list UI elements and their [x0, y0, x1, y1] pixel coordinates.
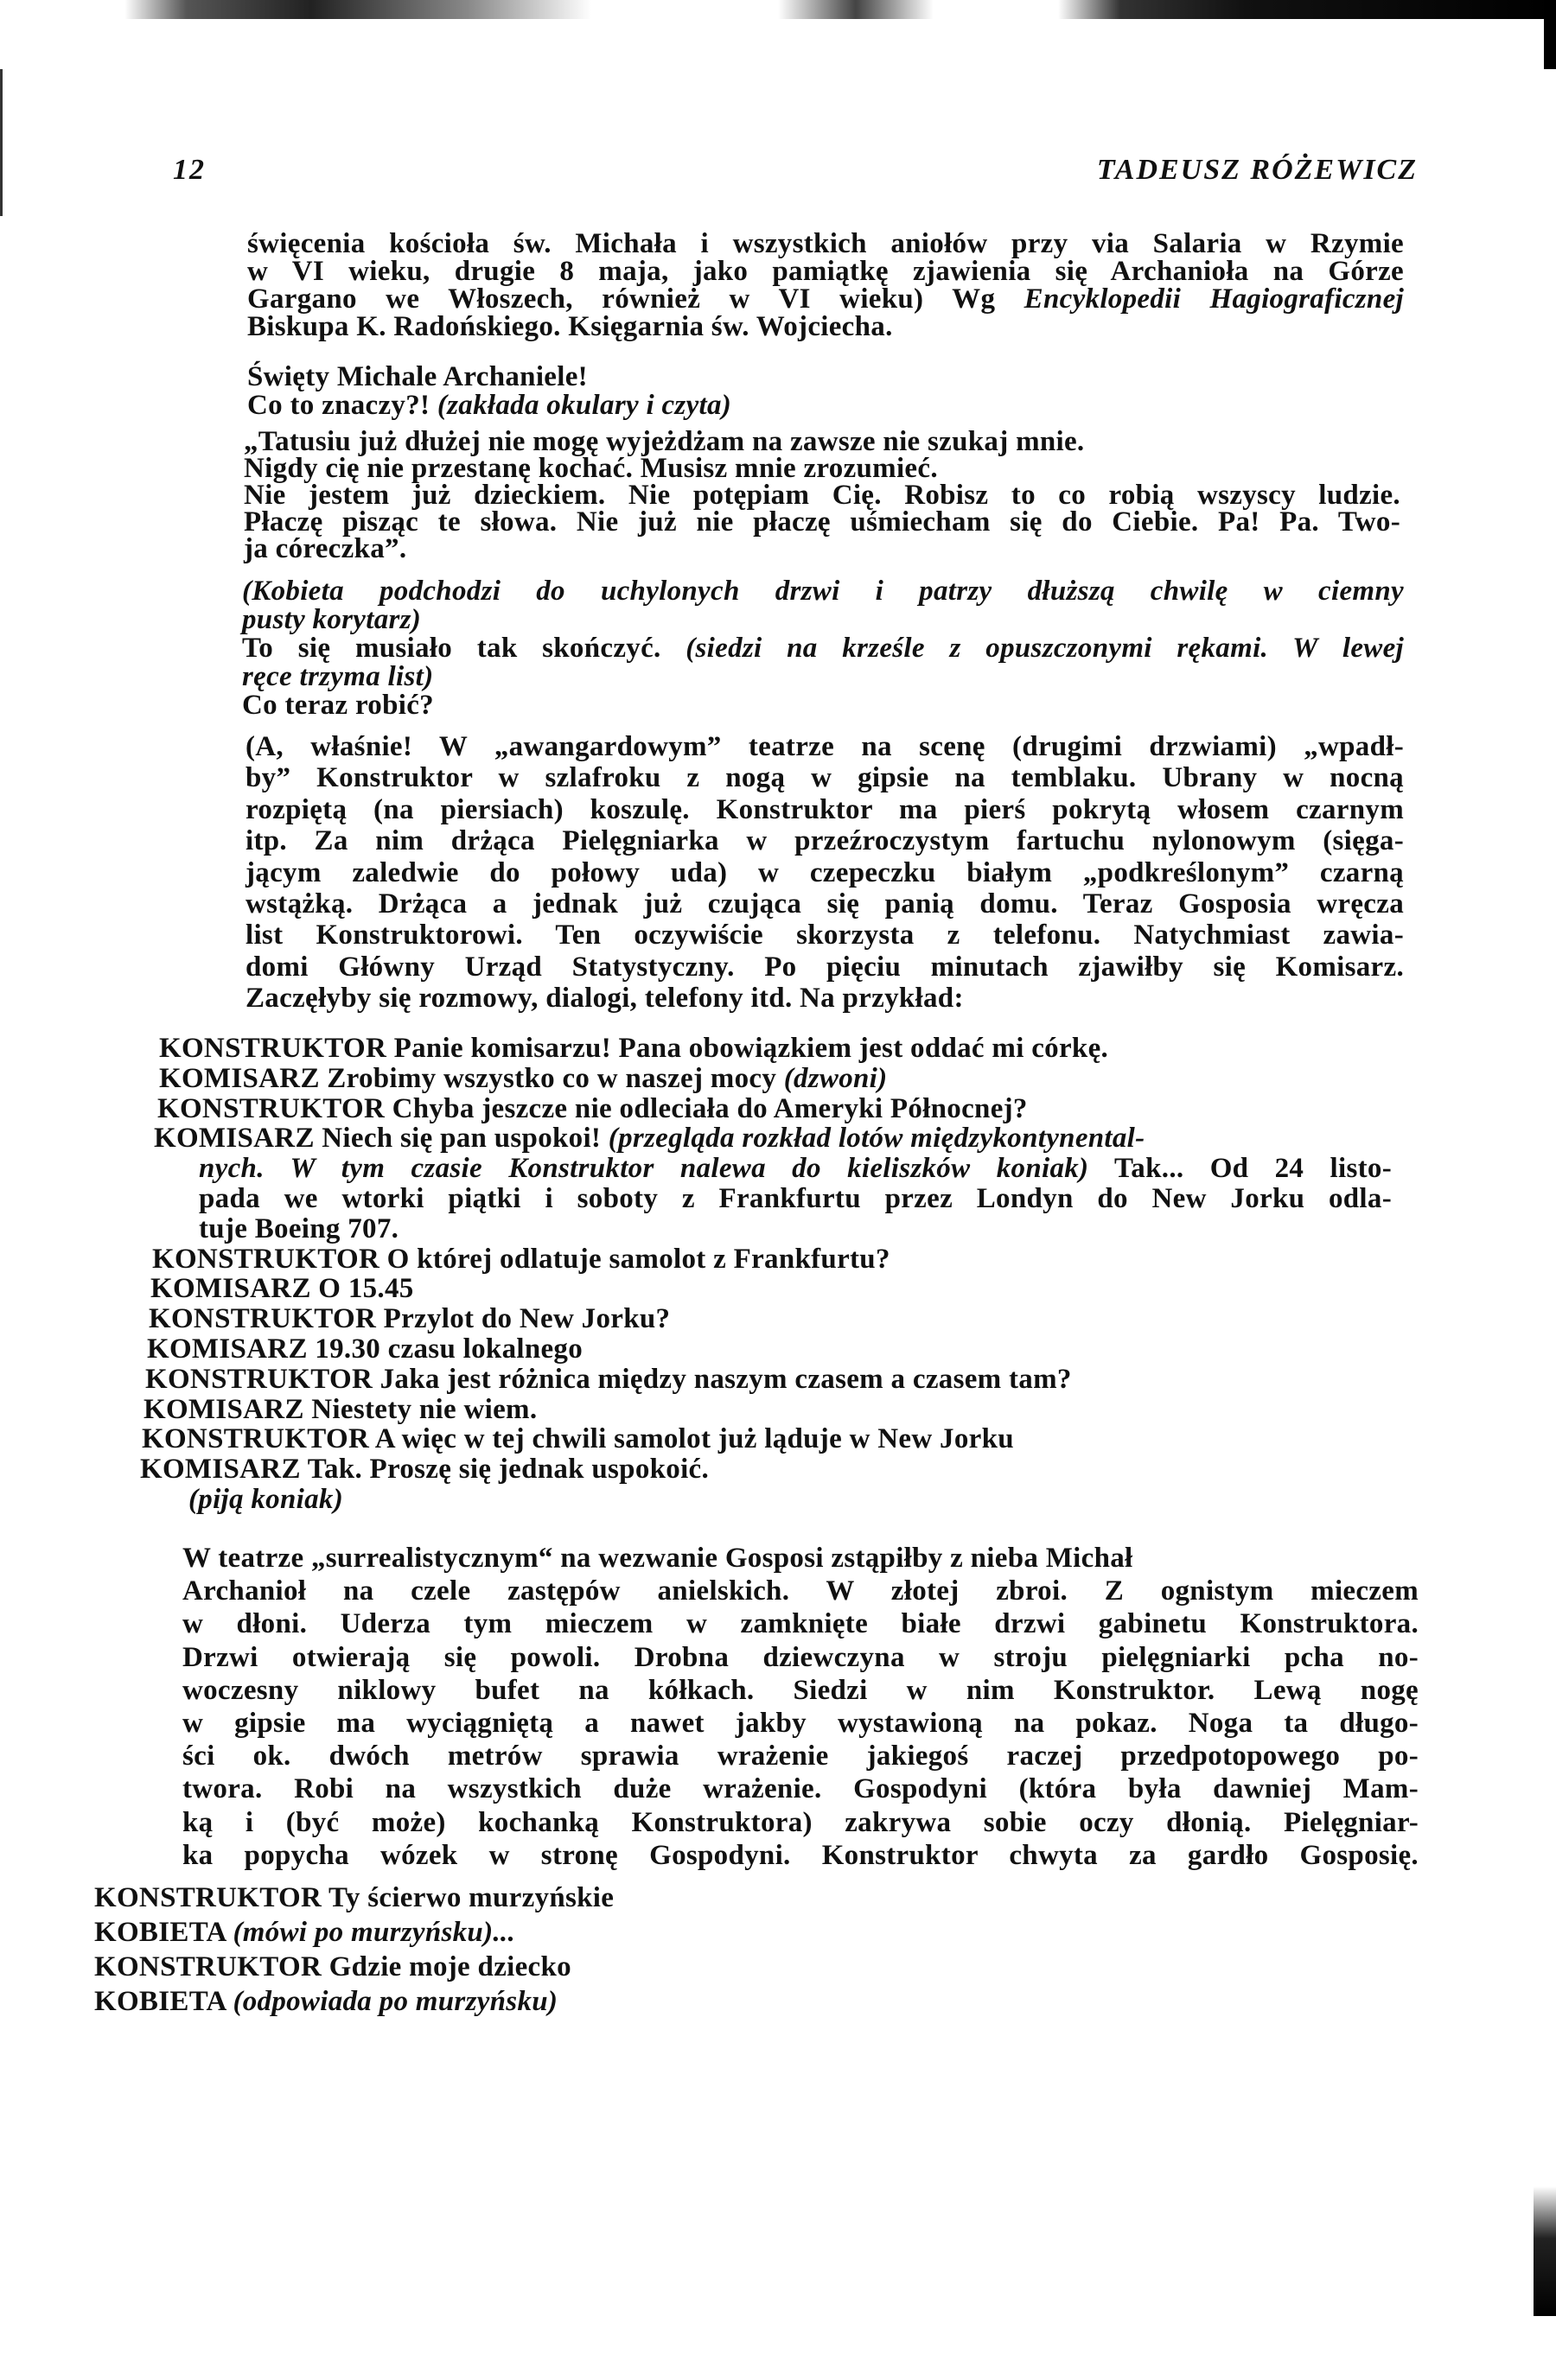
- stage-direction-text: (piją koniak): [188, 1483, 343, 1515]
- text-segment: ści ok. dwóch metrów sprawia wrażenie jakiegoś raczej przedpotopowego po-: [182, 1740, 1419, 1772]
- text-segment: w gipsie ma wyciągniętą a nawet jakby wystawioną na pokaz. Noga ta długo-: [182, 1708, 1419, 1740]
- text-segment: W teatrze „surrealistycznym“ na wezwanie Gosposi zstąpiłby z nieba Michał: [182, 1543, 1133, 1574]
- avant-garde-paragraph: [246, 731, 1404, 1015]
- text-line: [182, 1674, 1419, 1707]
- text-line: [94, 1950, 614, 1984]
- text-segment: KONSTRUKTOR Jaka jest różnica między naszym czasem a czasem tam?: [145, 1363, 1072, 1395]
- text-segment: KONSTRUKTOR Gdzie moje dziecko: [94, 1951, 571, 1982]
- text-line: [246, 920, 1404, 951]
- text-segment: KONSTRUKTOR O której odlatuje samolot z Frankfurtu?: [152, 1243, 890, 1275]
- scan-edge-artifact: [0, 69, 3, 216]
- text-line: [182, 1839, 1419, 1872]
- text-segment: (A, właśnie! W „awangardowym” teatrze na scenę (drugimi drzwiami) „wpadł-: [246, 731, 1404, 762]
- text-line: [143, 1395, 1392, 1425]
- text-line: [140, 1454, 1392, 1485]
- text-segment: KOMISARZ Niech się pan uspokoi!: [154, 1123, 609, 1155]
- text-line: [182, 1740, 1419, 1772]
- text-line: [188, 1485, 1392, 1515]
- text-segment: Nie jestem już dzieckiem. Nie potępiam Cię. Robisz to co robią wszyscy ludzie.: [244, 480, 1400, 511]
- text-line: [247, 258, 1404, 285]
- text-line: [246, 794, 1404, 825]
- text-segment: Tak... Od 24 listo-: [1088, 1153, 1392, 1185]
- text-line: [182, 1575, 1419, 1607]
- text-line: [152, 1244, 1392, 1275]
- text-line: [150, 1274, 1392, 1304]
- text-segment: Gargano we Włoszech, również w VI wieku) Wg: [247, 283, 1024, 315]
- text-line: [182, 1607, 1419, 1640]
- text-line: [182, 1542, 1419, 1575]
- text-line: [242, 663, 1404, 691]
- text-line: [94, 1880, 614, 1915]
- text-segment: Nigdy cię nie przestanę kochać. Musisz mnie zrozumieć.: [244, 453, 938, 484]
- text-segment: rozpiętą (na piersiach) koszulę. Konstruktor ma pierś pokrytą włosem czarnym: [246, 793, 1404, 825]
- text-line: [242, 634, 1404, 663]
- stage-direction-text: Encyklopedii Hagiograficznej: [1024, 283, 1404, 315]
- text-line: [149, 1304, 1392, 1334]
- text-segment: Co to znaczy?!: [247, 390, 437, 421]
- stage-direction-text: (Kobieta podchodzi do uchylonych drzwi i patrzy dłuższą chwilę w ciemny: [242, 576, 1404, 607]
- text-segment: ka popycha wózek w stronę Gospodyni. Konstruktor chwyta za gardło Gosposię.: [182, 1839, 1419, 1871]
- text-segment: KOBIETA: [94, 1917, 233, 1948]
- text-segment: KOBIETA: [94, 1986, 233, 2017]
- text-segment: wstążką. Drżąca a jednak już czująca się panią domu. Teraz Gosposia wręcza: [246, 888, 1404, 920]
- text-line: [199, 1214, 1392, 1244]
- stage-direction-text: ręce trzyma list): [242, 661, 434, 692]
- text-segment: KOMISARZ Niestety nie wiem.: [143, 1393, 538, 1425]
- text-line: [244, 455, 1400, 482]
- stage-direction-text: nych. W tym czasie Konstruktor nalewa do kieliszków koniak): [199, 1153, 1089, 1185]
- dialogue-komisarz: [130, 1034, 1392, 1515]
- text-segment: KONSTRUKTOR A więc w tej chwili samolot już ląduje w New Jorku: [142, 1423, 1014, 1455]
- letter-text: [244, 426, 1400, 564]
- text-line: [244, 426, 1400, 457]
- surrealist-paragraph: [182, 1542, 1419, 1872]
- scan-edge-artifact: [1534, 2186, 1556, 2316]
- running-head-author: TADEUSZ RÓŻEWICZ: [1096, 154, 1418, 186]
- text-segment: woczesny niklowy bufet na kółkach. Siedzi w nim Konstruktor. Lewą nogę: [182, 1674, 1419, 1706]
- stage-direction-text: (zakłada okulary i czyta): [437, 390, 732, 421]
- text-line: [182, 1806, 1419, 1839]
- text-segment: Święty Michale Archaniele!: [247, 361, 588, 392]
- text-line: [145, 1365, 1392, 1395]
- text-segment: ką i (być może) kochanką Konstruktora) zakrywa sobie oczy dłonią. Pielęgniar-: [182, 1806, 1419, 1838]
- text-segment: twora. Robi na wszystkich duże wrażenie. Gospodyni (która była dawniej Mam-: [182, 1773, 1419, 1805]
- text-line: [247, 230, 1404, 258]
- text-line: [246, 825, 1404, 856]
- text-line: [244, 482, 1400, 509]
- text-segment: list Konstruktorowi. Ten oczywiście skorzysta z telefonu. Natychmiast zawia-: [246, 920, 1404, 951]
- text-line: [199, 1154, 1392, 1184]
- text-line: [247, 313, 1404, 340]
- text-segment: Drzwi otwierają się powoli. Drobna dziewczyna w stroju pielęgniarki pcha no-: [182, 1641, 1419, 1673]
- text-segment: jącym zaledwie do połowy uda) w czepeczku białym „podkreślonym” czarną: [246, 856, 1404, 888]
- text-segment: Co teraz robić?: [242, 690, 434, 721]
- page-number: 12: [173, 154, 206, 186]
- text-line: [154, 1123, 1392, 1154]
- text-segment: pada we wtorki piątki i soboty z Frankfurtu przez Londyn do New Jorku odla-: [199, 1182, 1392, 1214]
- text-segment: Zaczęłyby się rozmowy, dialogi, telefony itd. Na przykład:: [246, 983, 964, 1015]
- stage-direction-text: (siedzi na krześle z opuszczonymi rękami. W lewej: [686, 633, 1404, 664]
- text-segment: w dłoni. Uderza tym mieczem w zamknięte białe drzwi gabinetu Konstruktora.: [182, 1608, 1419, 1640]
- text-segment: KOMISARZ Zrobimy wszystko co w naszej mocy: [159, 1062, 784, 1094]
- stage-direction-text: (mówi po murzyńsku)...: [233, 1917, 516, 1948]
- text-line: [159, 1064, 1392, 1094]
- text-segment: KONSTRUKTOR Chyba jeszcze nie odleciała do Ameryki Północnej?: [157, 1092, 1028, 1124]
- text-line: [182, 1772, 1419, 1805]
- text-segment: ja córeczka”.: [244, 533, 407, 564]
- text-line: [159, 1034, 1392, 1064]
- stage-direction: [242, 577, 1404, 720]
- text-segment: itp. Za nim drżąca Pielęgniarka w przeźroczystym fartuchu nylonowym (sięga-: [246, 825, 1404, 857]
- text-line: [242, 691, 1404, 720]
- text-segment: To się musiało tak skończyć.: [242, 633, 686, 664]
- text-segment: KONSTRUKTOR Ty ścierwo murzyńskie: [94, 1882, 615, 1913]
- letter-block: [247, 363, 731, 420]
- text-segment: święcenia kościoła św. Michała i wszystkich aniołów przy via Salaria w Rzymie: [247, 228, 1404, 259]
- text-line: [246, 762, 1404, 793]
- text-line: [94, 1984, 614, 2019]
- stage-direction-text: (przegląda rozkład lotów międzykontynental-: [608, 1123, 1145, 1155]
- text-line: [142, 1424, 1392, 1454]
- text-line: [157, 1094, 1392, 1124]
- text-segment: Archanioł na czele zastępów anielskich. W złotej zbroi. Z ognistym mieczem: [182, 1575, 1419, 1607]
- scan-edge-artifact: [0, 0, 1556, 19]
- text-line: [199, 1184, 1392, 1214]
- text-line: [246, 857, 1404, 888]
- scan-edge-artifact: [1544, 0, 1556, 69]
- text-line: [242, 577, 1404, 606]
- text-line: [246, 888, 1404, 920]
- text-segment: Biskupa K. Radońskiego. Księgarnia św. Wojciecha.: [247, 311, 893, 342]
- footnote-paragraph: [247, 230, 1404, 340]
- text-segment: KOMISARZ Tak. Proszę się jednak uspokoić.: [140, 1454, 710, 1486]
- stage-direction-text: (odpowiada po murzyńsku): [233, 1986, 558, 2017]
- stage-direction-text: pusty korytarz): [242, 604, 422, 635]
- text-line: [182, 1641, 1419, 1674]
- text-line: [244, 533, 1400, 564]
- dialogue-kobieta: [94, 1880, 614, 2019]
- text-line: [246, 951, 1404, 983]
- text-line: [94, 1915, 614, 1950]
- text-line: [247, 363, 731, 391]
- text-line: [182, 1707, 1419, 1740]
- text-segment: KOMISARZ 19.30 czasu lokalnego: [147, 1333, 584, 1365]
- text-line: [247, 391, 731, 420]
- text-segment: KOMISARZ O 15.45: [150, 1273, 414, 1305]
- text-line: [242, 606, 1404, 634]
- text-segment: by” Konstruktor w szlafroku z nogą w gipsie na temblaku. Ubrany w nocną: [246, 762, 1404, 794]
- text-line: [147, 1334, 1392, 1365]
- text-segment: domi Główny Urząd Statystyczny. Po pięciu minutach zjawiłby się Komisarz.: [246, 951, 1404, 983]
- text-line: [246, 731, 1404, 762]
- text-line: [244, 506, 1400, 538]
- text-line: [247, 285, 1404, 313]
- stage-direction-text: (dzwoni): [783, 1062, 888, 1094]
- text-segment: w VI wieku, drugie 8 maja, jako pamiątkę zjawienia się Archanioła na Górze: [247, 256, 1404, 287]
- text-segment: Płaczę pisząc te słowa. Nie już nie płaczę uśmiecham się do Ciebie. Pa! Pa. Two-: [244, 506, 1400, 538]
- text-segment: KONSTRUKTOR Przylot do New Jorku?: [149, 1303, 671, 1335]
- text-line: [246, 983, 1404, 1014]
- text-segment: KONSTRUKTOR Panie komisarzu! Pana obowiązkiem jest oddać mi córkę.: [159, 1033, 1109, 1064]
- text-segment: „Tatusiu już dłużej nie mogę wyjeżdżam na zawsze nie szukaj mnie.: [244, 426, 1085, 457]
- text-segment: tuje Boeing 707.: [199, 1212, 399, 1244]
